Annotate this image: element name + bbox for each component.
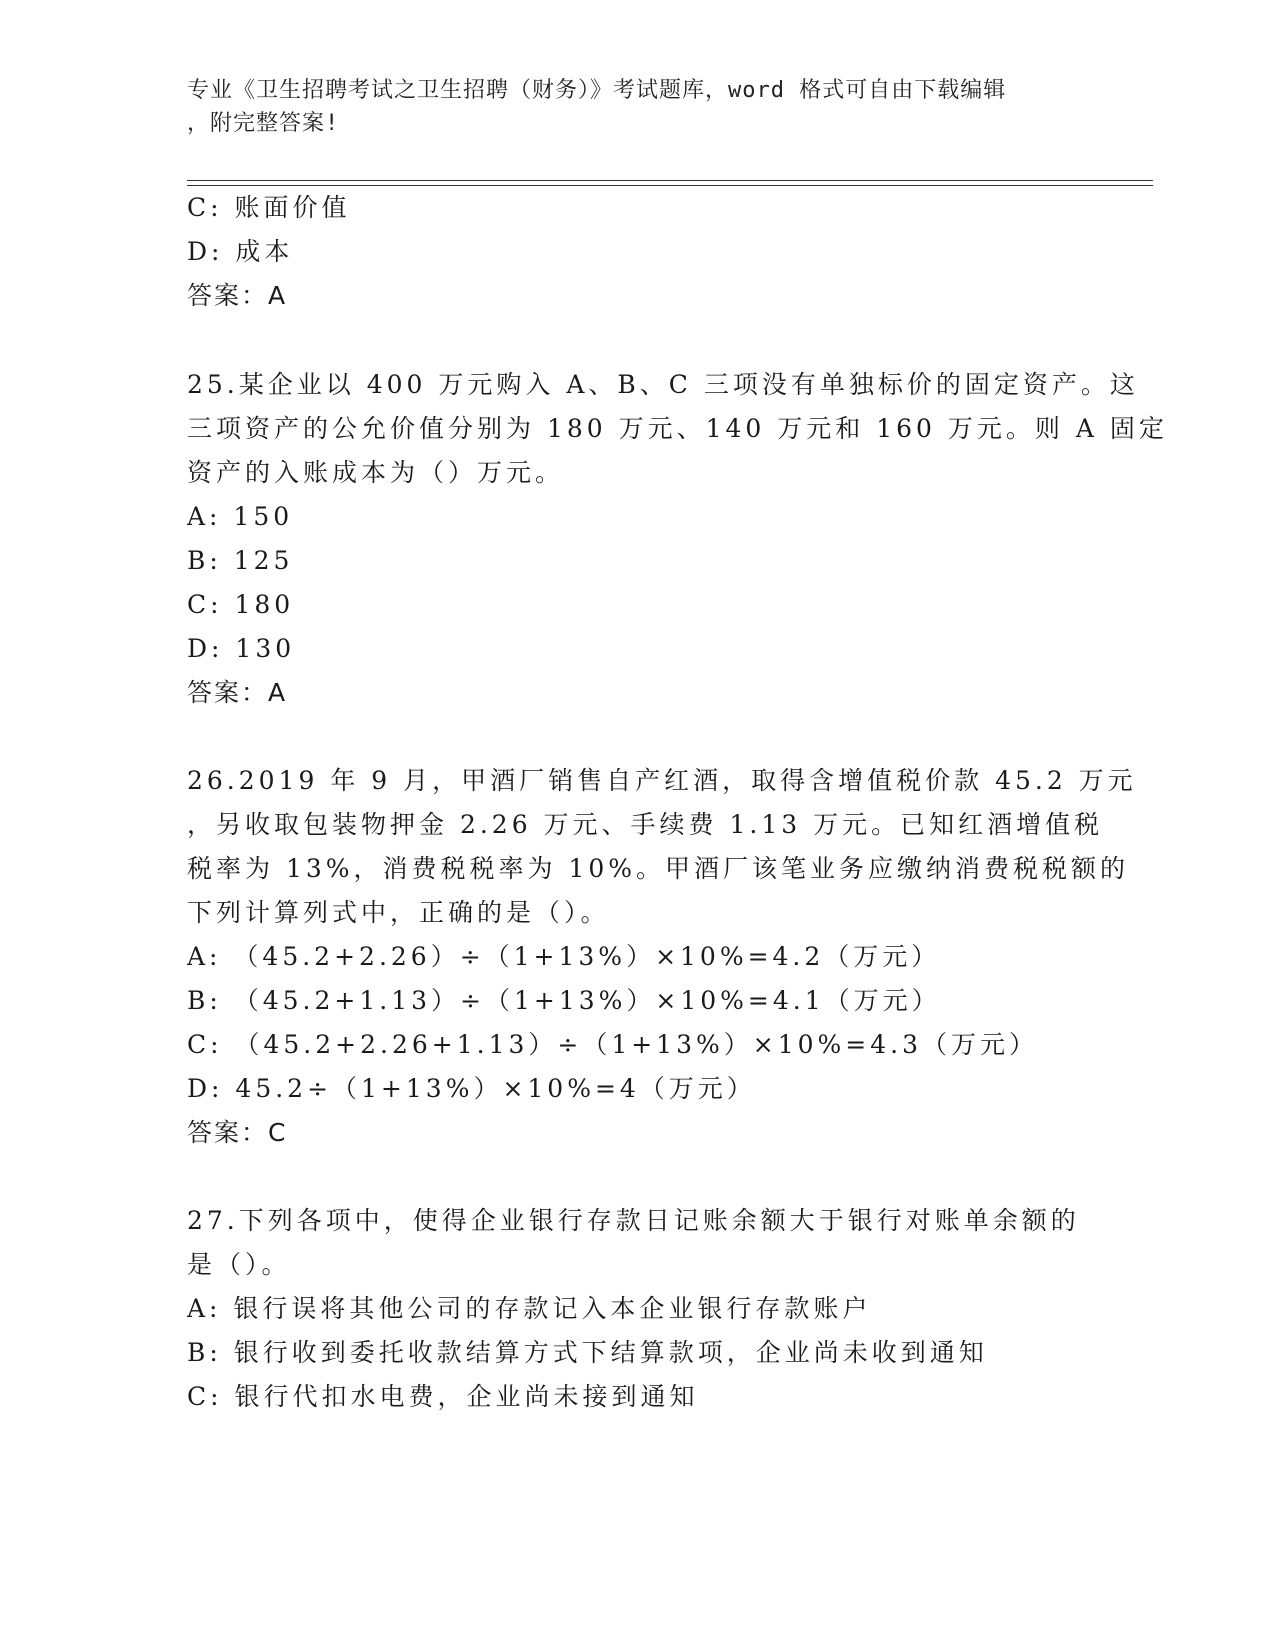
header-divider-top [187, 180, 1153, 181]
document-header [187, 74, 1077, 140]
question-27-stem-line-1: 27.下列各项中，使得企业银行存款日记账余额大于银行对账单余额的 [187, 1206, 1080, 1235]
option-c: C: 账面价值 [187, 193, 351, 222]
answer-label: 答案：A [187, 281, 288, 310]
question-26-option-b: B: （45.2+1.13）÷（1+13%）×10%=4.1（万元） [187, 986, 941, 1015]
header-line-1: 专业《卫生招聘考试之卫生招聘（财务）》考试题库，word 格式可自由下载编辑 [187, 78, 1007, 103]
question-25-option-d: D: 130 [187, 634, 296, 663]
question-25-option-c: C: 180 [187, 590, 295, 619]
question-26-stem-line-4: 下列计算列式中，正确的是（）。 [187, 898, 610, 927]
question-27-option-c: C: 银行代扣水电费，企业尚未接到通知 [187, 1382, 699, 1411]
question-27-option-a: A: 银行误将其他公司的存款记入本企业银行存款账户 [187, 1294, 872, 1323]
question-27-option-b: B: 银行收到委托收款结算方式下结算款项，企业尚未收到通知 [187, 1338, 988, 1367]
question-26-stem-line-2: ，另收取包装物押金 2.26 万元、手续费 1.13 万元。已知红酒增值税 [187, 810, 1104, 839]
question-26-option-c: C: （45.2+2.26+1.13）÷（1+13%）×10%=4.3（万元） [187, 1030, 1038, 1059]
question-25-option-b: B: 125 [187, 546, 294, 575]
question-26-option-d: D: 45.2÷（1+13%）×10%=4（万元） [187, 1074, 756, 1103]
question-25-option-a: A: 150 [187, 502, 294, 531]
question-25-stem-line-3: 资产的入账成本为（）万元。 [187, 458, 565, 487]
question-25-stem-line-2: 三项资产的公允价值分别为 180 万元、140 万元和 160 万元。则 A 固定 [187, 414, 1168, 443]
question-26-stem-line-3: 税率为 13%，消费税税率为 10%。甲酒厂该笔业务应缴纳消费税税额的 [187, 854, 1130, 883]
option-d: D: 成本 [187, 237, 294, 266]
question-25-stem-line-1: 25.某企业以 400 万元购入 A、B、C 三项没有单独标价的固定资产。这 [187, 370, 1139, 399]
question-27-stem-line-2: 是（）。 [187, 1250, 291, 1279]
question-26-answer: 答案：C [187, 1118, 288, 1147]
question-25-answer: 答案：A [187, 678, 288, 707]
question-26-stem-line-1: 26.2019 年 9 月，甲酒厂销售自产红酒，取得含增值税价款 45.2 万元 [187, 766, 1137, 795]
question-26-option-a: A: （45.2+2.26）÷（1+13%）×10%=4.2（万元） [187, 942, 941, 971]
header-divider-bottom [187, 185, 1153, 186]
header-line-2: ，附完整答案! [187, 111, 340, 136]
